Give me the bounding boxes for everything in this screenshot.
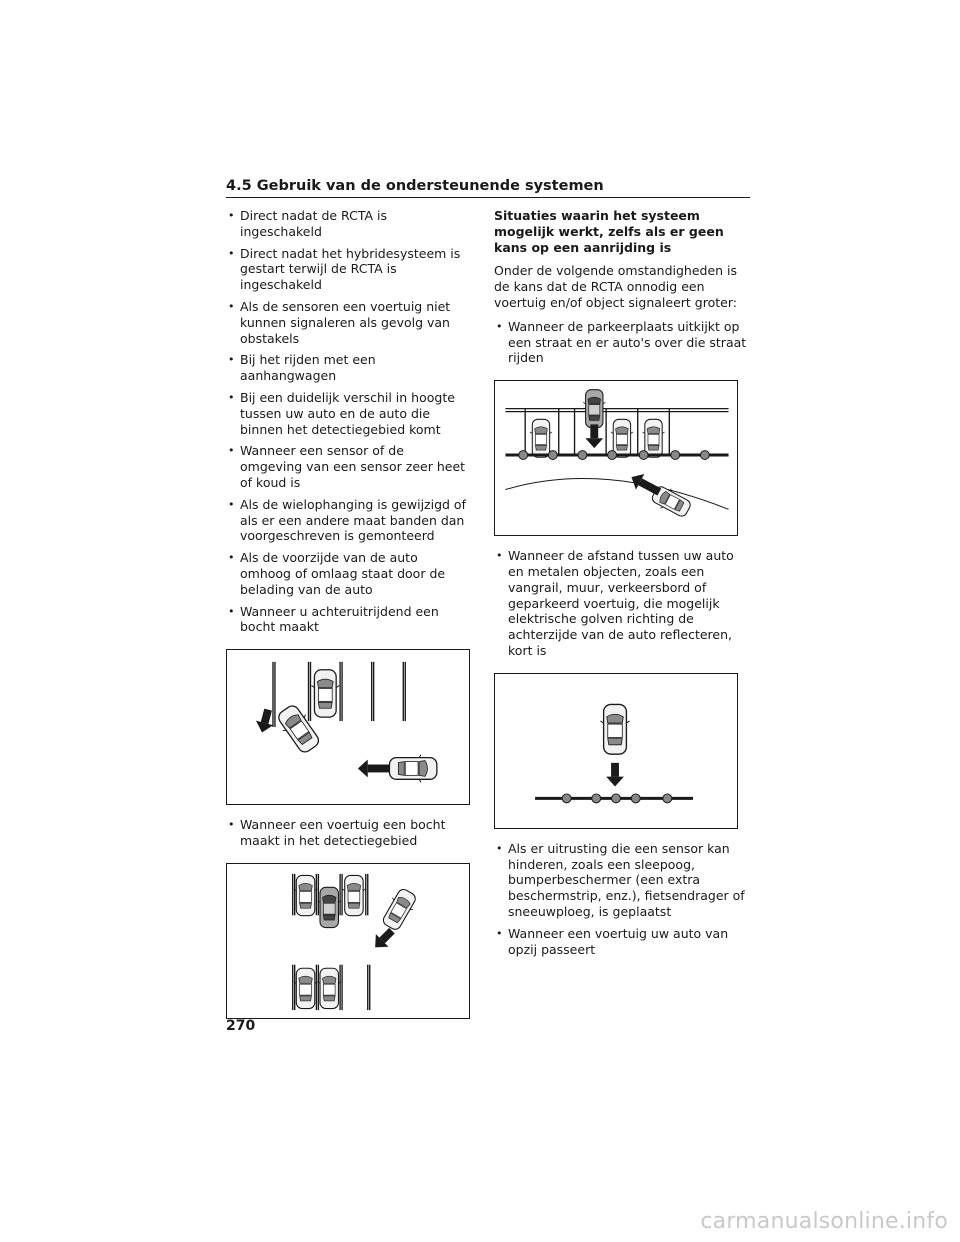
figure-street-traffic — [494, 380, 738, 536]
parked-car-icon — [530, 419, 552, 457]
street-curve — [505, 479, 728, 510]
watermark: carmanualsonline.info — [700, 1209, 948, 1234]
parked-car-icon — [294, 968, 317, 1008]
list-item: • Direct nadat de RCTA is ingeschakeld — [226, 208, 470, 240]
figure-metal-objects — [494, 673, 738, 829]
reverse-arrow-icon — [585, 425, 603, 449]
approach-arrow-icon — [358, 760, 390, 778]
own-car-icon — [317, 887, 340, 927]
intro-text: Onder de volgende omstandigheden is de kans dat de RCTA onnodig een voertuig en/of object signaleert groter: — [494, 263, 738, 310]
list-item: • Als de wielophanging is gewijzigd of als er een andere maat banden dan voorgeschreven is gemonteerd — [226, 497, 470, 544]
right-bullet-list-2 — [494, 548, 750, 659]
own-car-icon — [583, 390, 605, 428]
list-item: • Bij een duidelijk verschil in hoogte tussen uw auto en de auto die binnen het detectiegebied komt — [226, 390, 470, 437]
section-title: 4.5 Gebruik van de ondersteunende systemen — [226, 178, 750, 198]
approaching-car-icon — [389, 755, 436, 783]
parked-car-icon — [294, 875, 317, 915]
list-item: • Wanneer de afstand tussen uw auto en metalen objecten, zoals een vangrail, muur, verkeersbord of geparkeerd voertuig, die mogelijk elektrische golven richting de achterzijde van de auto reflecteren, kort is — [494, 548, 750, 659]
right-bullet-list-3 — [494, 841, 750, 958]
parked-car-icon — [342, 875, 365, 915]
parked-car-icon — [317, 968, 340, 1008]
page-number: 270 — [226, 1018, 256, 1034]
left-bullet-list-2 — [226, 817, 470, 849]
list-item: • Als de sensoren een voertuig niet kunnen signaleren als gevolg van obstakels — [226, 299, 470, 346]
list-item: • Wanneer u achteruitrijdend een bocht maakt — [226, 604, 470, 636]
list-item: • Wanneer een sensor of de omgeving van een sensor zeer heet of koud is — [226, 443, 470, 490]
list-item: • Wanneer een voertuig uw auto van opzij passeert — [494, 926, 750, 958]
list-item: • Wanneer een voertuig een bocht maakt in het detectiegebied — [226, 817, 470, 849]
left-column — [226, 208, 470, 1031]
right-column — [494, 208, 750, 963]
sub-heading: Situaties waarin het systeem mogelijk werkt, zelfs als er geen kans op een aanrijding is — [494, 208, 724, 255]
own-car-icon — [601, 704, 630, 754]
reverse-arrow-icon — [606, 763, 624, 787]
parked-car-icon — [311, 670, 339, 717]
list-item: • Als er uitrusting die een sensor kan hinderen, zoals een sleepoog, bumperbeschermer (een extra beschermstrip, enz.), fietsendrager of sneeuwploeg, is geplaatst — [494, 841, 750, 920]
figure-reversing-curve — [226, 649, 470, 805]
list-item: • Wanneer de parkeerplaats uitkijkt op een straat en er auto's over die straat rijden — [494, 319, 750, 366]
list-item: • Als de voorzijde van de auto omhoog of omlaag staat door de belading van de auto — [226, 550, 470, 597]
turning-car-icon — [379, 886, 419, 933]
left-bullet-list — [226, 208, 470, 635]
list-item: • Direct nadat het hybridesysteem is gestart terwijl de RCTA is ingeschakeld — [226, 246, 470, 293]
figure-turning-in-area — [226, 863, 470, 1019]
list-item: • Bij het rijden met een aanhangwagen — [226, 352, 470, 384]
right-bullet-list — [494, 319, 750, 366]
